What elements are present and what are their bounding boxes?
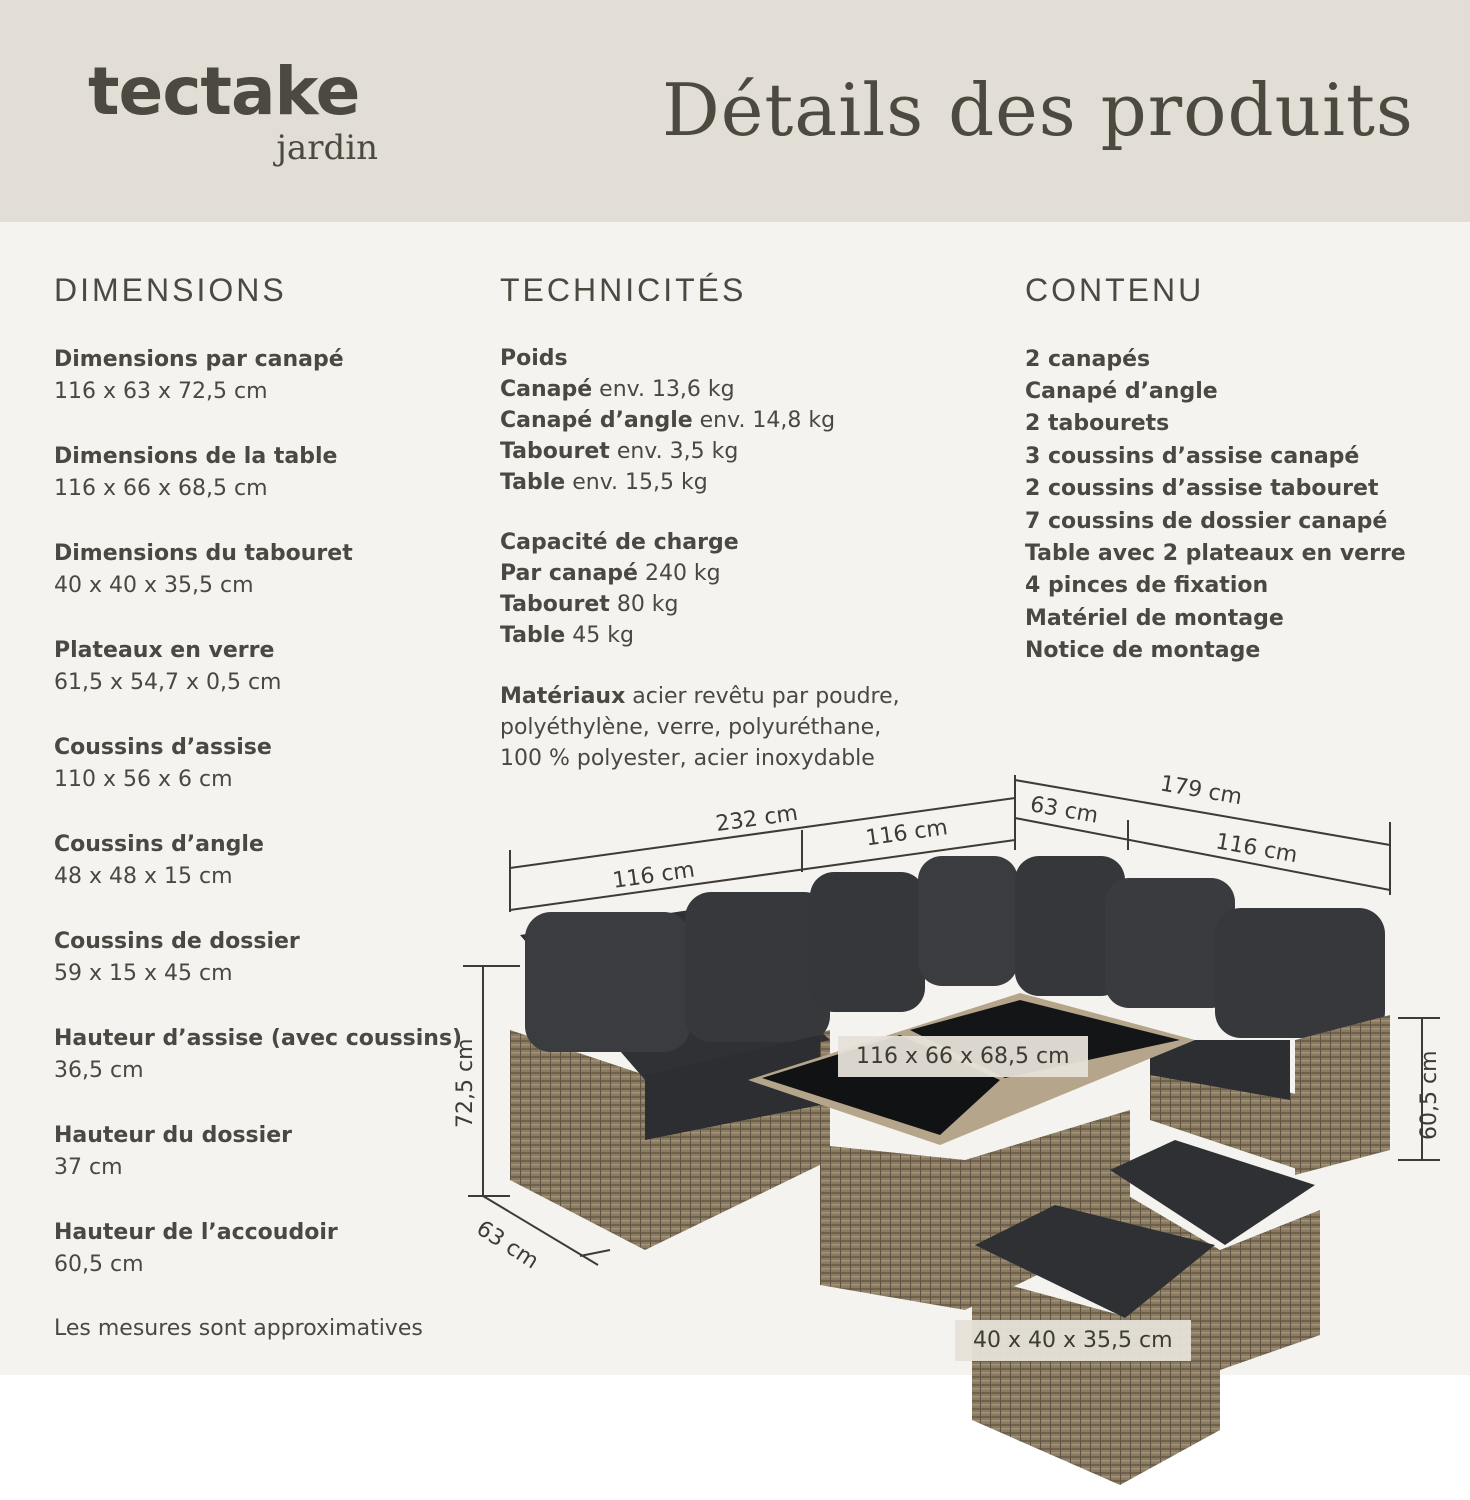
capacity-value: 80 kg <box>609 592 679 617</box>
weight-value: env. 15,5 kg <box>565 470 708 495</box>
dimension-value: 110 x 56 x 6 cm <box>54 767 233 792</box>
weight-value: env. 13,6 kg <box>592 377 735 402</box>
page-title: Détails des produits <box>662 68 1414 152</box>
dim-sofa-right: 116 cm <box>1213 829 1300 869</box>
contents-item: Notice de montage <box>1025 638 1261 663</box>
capacity-value: 45 kg <box>565 623 634 648</box>
dim-corner: 63 cm <box>1028 792 1100 829</box>
dimension-value: 116 x 63 x 72,5 cm <box>54 379 268 404</box>
dimension-value: 37 cm <box>54 1155 123 1180</box>
contents-heading: CONTENU <box>1025 272 1205 308</box>
contents-item: Canapé d’angle <box>1025 379 1218 404</box>
dimension-label: Dimensions du tabouret <box>54 541 353 566</box>
dimensions-heading: DIMENSIONS <box>54 272 287 308</box>
capacity-label: Table <box>500 623 566 648</box>
corner-sofa <box>810 856 1385 1038</box>
stool-dimension-callout: 40 x 40 x 35,5 cm <box>955 1320 1191 1361</box>
dimension-value: 60,5 cm <box>54 1252 144 1277</box>
dim-sofa-left: 116 cm <box>611 857 697 894</box>
weight-label: Table <box>500 470 566 495</box>
dimension-value: 48 x 48 x 15 cm <box>54 864 233 889</box>
weight-label: Canapé d’angle <box>500 408 693 433</box>
brand-name: tectake <box>88 53 360 130</box>
dim-sofa-mid: 116 cm <box>864 815 950 852</box>
dimension-label: Dimensions de la table <box>54 444 338 469</box>
dim-armrest-height: 60,5 cm <box>1417 1050 1442 1140</box>
contents-item: Matériel de montage <box>1025 606 1284 631</box>
contents-item: 2 tabourets <box>1025 411 1170 436</box>
materials-value: acier revêtu par poudre, <box>625 684 900 709</box>
capacity-value: 240 kg <box>637 561 721 586</box>
dimension-label: Coussins de dossier <box>54 929 300 954</box>
dimension-value: 116 x 66 x 68,5 cm <box>54 476 268 501</box>
dim-right-total: 179 cm <box>1158 771 1244 811</box>
dim-height: 72,5 cm <box>453 1038 478 1128</box>
capacity-label: Par canapé <box>500 561 638 586</box>
weight-label: Tabouret <box>500 439 610 464</box>
capacity-heading: Capacité de charge <box>500 530 739 555</box>
dimension-value: 61,5 x 54,7 x 0,5 cm <box>54 670 282 695</box>
dimension-label: Dimensions par canapé <box>54 347 344 372</box>
materials-value: polyéthylène, verre, polyuréthane, <box>500 715 882 740</box>
contents-item: 7 coussins de dossier canapé <box>1025 509 1388 534</box>
dimension-label: Coussins d’angle <box>54 832 264 857</box>
dim-depth: 63 cm <box>471 1216 543 1275</box>
dimension-value: 59 x 15 x 45 cm <box>54 961 233 986</box>
contents-item: Table avec 2 plateaux en verre <box>1025 541 1406 566</box>
table-dimension-callout: 116 x 66 x 68,5 cm <box>838 1036 1088 1077</box>
weight-heading: Poids <box>500 346 568 371</box>
dimension-value: 36,5 cm <box>54 1058 144 1083</box>
dimension-label: Hauteur d’assise (avec coussins) <box>54 1026 463 1051</box>
dim-total-length: 232 cm <box>714 800 800 838</box>
dimension-label: Hauteur du dossier <box>54 1123 292 1148</box>
dimension-value: 40 x 40 x 35,5 cm <box>54 573 254 598</box>
approximate-note: Les mesures sont approximatives <box>54 1316 423 1341</box>
materials-label: Matériaux <box>500 684 626 709</box>
contents-item: 4 pinces de fixation <box>1025 573 1269 598</box>
brand-subtitle: jardin <box>276 128 378 168</box>
technical-heading: TECHNICITÉS <box>500 272 747 308</box>
weight-label: Canapé <box>500 377 593 402</box>
dimension-label: Hauteur de l’accoudoir <box>54 1220 338 1245</box>
contents-item: 2 coussins d’assise tabouret <box>1025 476 1379 501</box>
capacity-label: Tabouret <box>500 592 610 617</box>
weight-value: env. 14,8 kg <box>692 408 836 433</box>
contents-item: 2 canapés <box>1025 347 1151 372</box>
contents-item: 3 coussins d’assise canapé <box>1025 444 1360 469</box>
weight-value: env. 3,5 kg <box>609 439 739 464</box>
materials-value: 100 % polyester, acier inoxydable <box>500 746 875 771</box>
dimension-label: Plateaux en verre <box>54 638 275 663</box>
dimension-label: Coussins d’assise <box>54 735 272 760</box>
